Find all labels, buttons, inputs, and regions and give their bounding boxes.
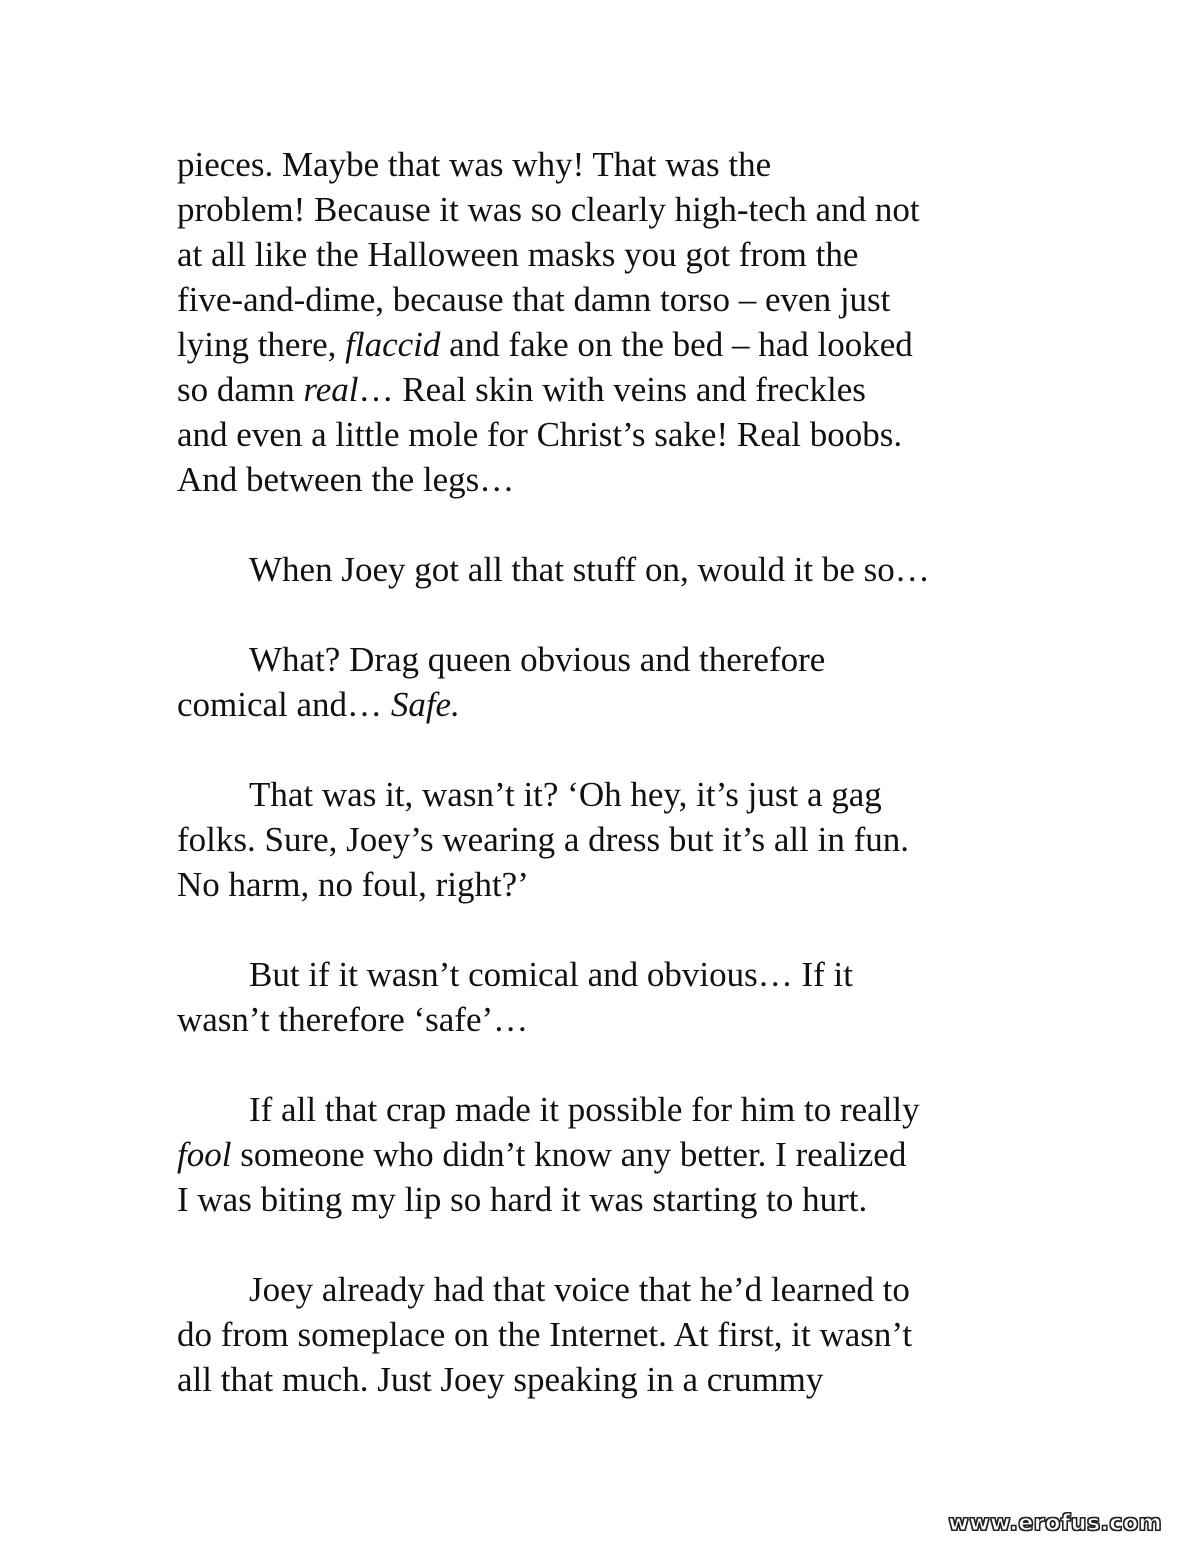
text-line — [177, 367, 1057, 412]
text-line — [177, 1357, 1057, 1402]
italic-text: Safe. — [390, 685, 460, 724]
text-run: No harm, no foul, right?’ — [177, 865, 529, 904]
paragraph — [177, 547, 1057, 592]
paragraph — [177, 952, 1057, 1042]
paragraph — [177, 1267, 1057, 1402]
text-run: What? Drag queen obvious and therefore — [249, 640, 826, 679]
text-run: Joey already had that voice that he’d learned to — [249, 1270, 910, 1309]
text-run: When Joey got all that stuff on, would it be so… — [249, 550, 930, 589]
italic-text: flaccid — [345, 325, 441, 364]
text-line — [177, 142, 1057, 187]
text-line — [177, 232, 1057, 277]
text-run: and fake on the bed – had looked — [440, 325, 913, 364]
paragraph — [177, 772, 1057, 907]
text-line — [177, 952, 1057, 997]
text-run: lying there, — [177, 325, 346, 364]
text-run: pieces. Maybe that was why! That was the — [177, 145, 772, 184]
text-line — [177, 1177, 1057, 1222]
text-line — [177, 637, 1057, 682]
paragraph — [177, 142, 1057, 502]
text-run: And between the legs… — [177, 460, 515, 499]
text-run: But if it wasn’t comical and obvious… If it — [249, 955, 853, 994]
text-run: folks. Sure, Joey’s wearing a dress but it’s all in fun. — [177, 820, 909, 859]
text-run: … Real skin with veins and freckles — [358, 370, 866, 409]
text-run: and even a little mole for Christ’s sake! Real boobs. — [177, 415, 903, 454]
text-run: problem! Because it was so clearly high-tech and not — [177, 190, 920, 229]
text-run: so damn — [177, 370, 304, 409]
text-line — [177, 817, 1057, 862]
text-line — [177, 547, 1057, 592]
text-run: That was it, wasn’t it? ‘Oh hey, it’s just a gag — [249, 775, 882, 814]
body-text — [177, 142, 1057, 1447]
text-line — [177, 862, 1057, 907]
text-run: at all like the Halloween masks you got from the — [177, 235, 859, 274]
text-line — [177, 682, 1057, 727]
text-line — [177, 277, 1057, 322]
text-run: do from someplace on the Internet. At first, it wasn’t — [177, 1315, 913, 1354]
text-run: five-and-dime, because that damn torso – even just — [177, 280, 891, 319]
text-run: all that much. Just Joey speaking in a crummy — [177, 1360, 824, 1399]
italic-text: fool — [177, 1135, 232, 1174]
text-line — [177, 772, 1057, 817]
watermark-text: www.erofus.com — [948, 1511, 1162, 1536]
text-line — [177, 457, 1057, 502]
text-line — [177, 1267, 1057, 1312]
text-run: someone who didn’t know any better. I realized — [231, 1135, 907, 1174]
text-line — [177, 1087, 1057, 1132]
text-line — [177, 1312, 1057, 1357]
italic-text: real — [303, 370, 359, 409]
text-run: I was biting my lip so hard it was starting to hurt. — [177, 1180, 868, 1219]
text-line — [177, 322, 1057, 367]
text-line — [177, 997, 1057, 1042]
text-line — [177, 187, 1057, 232]
paragraph — [177, 637, 1057, 727]
text-run: comical and… — [177, 685, 391, 724]
text-run: If all that crap made it possible for him to really — [249, 1090, 920, 1129]
text-line — [177, 412, 1057, 457]
text-line — [177, 1132, 1057, 1177]
paragraph — [177, 1087, 1057, 1222]
text-run: wasn’t therefore ‘safe’… — [177, 1000, 529, 1039]
